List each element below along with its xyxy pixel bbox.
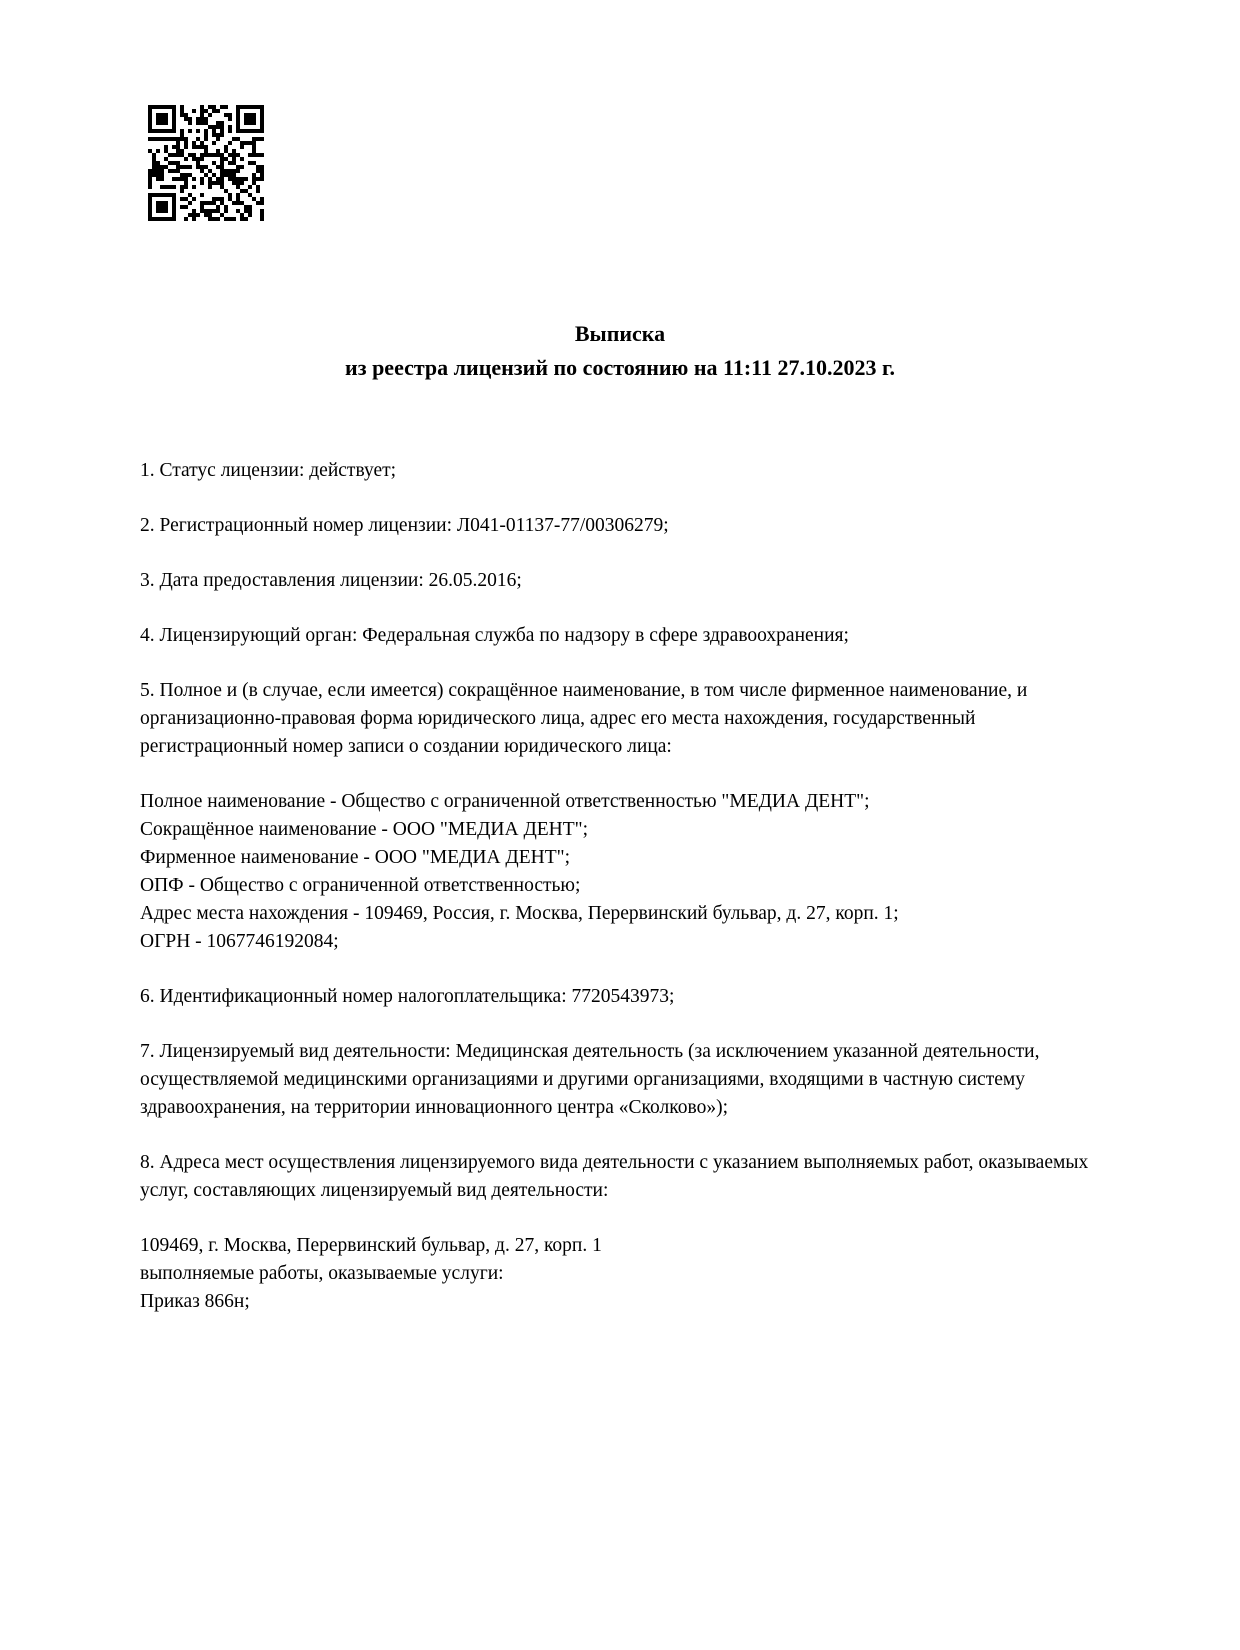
line-legal-address: Адрес места нахождения - 109469, Россия, г. Москва, Перервинский бульвар, д. 27, корп. 1; [140, 903, 899, 924]
paragraph-licensing-authority: 4. Лицензирующий орган: Федеральная служба по надзору в сфере здравоохранения; [140, 625, 849, 646]
paragraph-activity-addresses-intro: 8. Адреса мест осуществления лицензируемого вида деятельности с указанием выполняемых работ, оказываемых услуг, составляющих лицензируемый вид деятельности: [140, 1152, 1089, 1201]
document-body [140, 457, 1098, 1316]
paragraph-registration-number: 2. Регистрационный номер лицензии: Л041-01137-77/00306279; [140, 515, 669, 536]
document-title [0, 317, 1240, 385]
line-short-name: Сокращённое наименование - ООО "МЕДИА ДЕНТ"; [140, 819, 589, 840]
line-brand-name: Фирменное наименование - ООО "МЕДИА ДЕНТ"; [140, 847, 571, 868]
line-full-name: Полное наименование - Общество с ограниченной ответственностью "МЕДИА ДЕНТ"; [140, 791, 870, 812]
title-line-1: Выписка [574, 321, 666, 346]
line-order-866n: Приказ 866н; [140, 1291, 250, 1312]
paragraph-inn: 6. Идентификационный номер налогоплательщика: 7720543973; [140, 986, 675, 1007]
title-line-2: из реестра лицензий по состоянию на 11:11 27.10.2023 г. [345, 355, 895, 380]
activity-address-details [140, 1232, 1098, 1316]
line-legal-form: ОПФ - Общество с ограниченной ответственностью; [140, 875, 581, 896]
line-ogrn: ОГРН - 1067746192084; [140, 931, 339, 952]
paragraph-legal-entity-intro: 5. Полное и (в случае, если имеется) сокращённое наименование, в том числе фирменное наименование, и организационно-правовая форма юридического лица, адрес его места нахождения, государственный регистрационный номер записи о создании юридического лица: [140, 680, 1028, 757]
line-works-services-label: выполняемые работы, оказываемые услуги: [140, 1263, 504, 1284]
qr-code [148, 105, 264, 221]
legal-entity-details [140, 788, 1098, 956]
paragraph-licensed-activity: 7. Лицензируемый вид деятельности: Медицинская деятельность (за исключением указанной деятельности, осуществляемой медицинскими организациями и другими организациями, входящими в частную систему здравоохранения, на территории инновационного центра «Сколково»); [140, 1041, 1040, 1118]
paragraph-license-status: 1. Статус лицензии: действует; [140, 460, 397, 481]
paragraph-grant-date: 3. Дата предоставления лицензии: 26.05.2016; [140, 570, 522, 591]
line-activity-address: 109469, г. Москва, Перервинский бульвар, д. 27, корп. 1 [140, 1235, 602, 1256]
